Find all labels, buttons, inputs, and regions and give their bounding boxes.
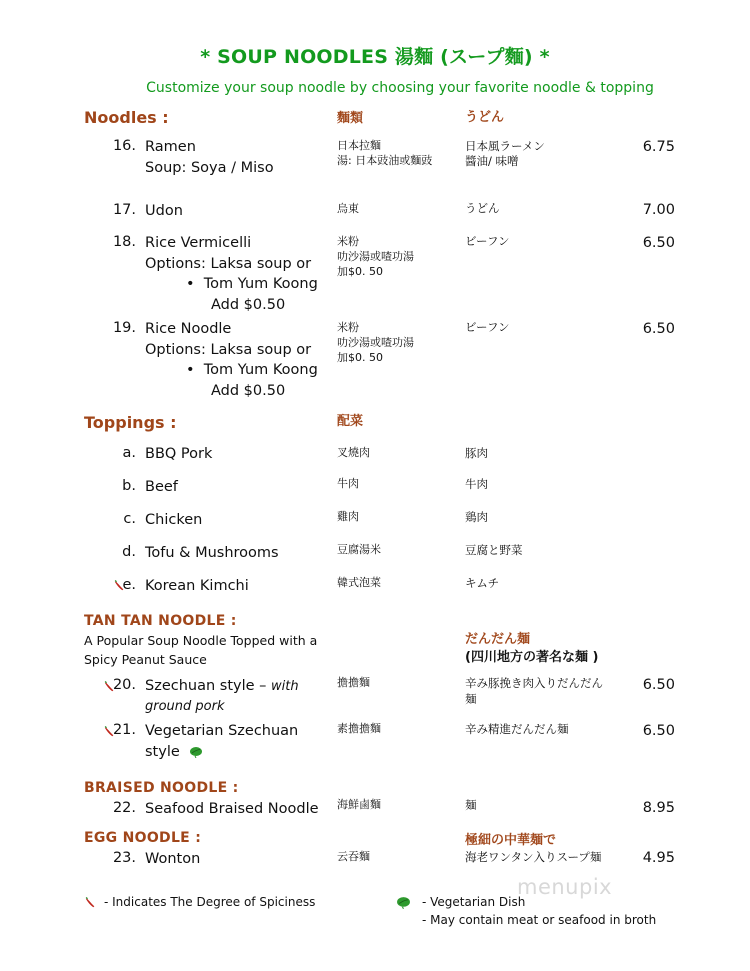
topping-letter: d. bbox=[122, 544, 136, 560]
bullet-option: • Tom Yum Koong bbox=[186, 276, 318, 292]
topping-name: Chicken bbox=[145, 512, 203, 528]
item-cn-detail: 叻沙湯或喳功湯 bbox=[337, 336, 414, 349]
item-price: 6.50 bbox=[642, 677, 675, 693]
item-name bbox=[145, 676, 299, 697]
item-detail: ground pork bbox=[145, 699, 225, 714]
item-number: 21. bbox=[112, 722, 136, 738]
item-name: Vegetarian Szechuan bbox=[145, 723, 299, 739]
egg-noodle-heading: EGG NOODLE : bbox=[84, 830, 202, 846]
topping-letter: a. bbox=[122, 445, 136, 461]
item-number: 16. bbox=[112, 138, 136, 154]
item-detail-text: style bbox=[145, 744, 180, 760]
legend-broth: - May contain meat or seafood in broth bbox=[422, 913, 657, 927]
tantan-heading: TAN TAN NOODLE : bbox=[84, 613, 237, 629]
vegetarian-leaf-icon bbox=[396, 896, 411, 909]
item-name: Seafood Braised Noodle bbox=[145, 801, 319, 817]
topping-cn: 雞肉 bbox=[337, 510, 359, 523]
item-jp-name: 辛み豚挽き肉入りだんだん bbox=[465, 676, 603, 690]
legend-spicy: - Indicates The Degree of Spiciness bbox=[104, 895, 316, 909]
topping-name: Beef bbox=[145, 479, 178, 495]
item-jp-name: 海老ワンタン入りスープ麺 bbox=[465, 850, 602, 864]
item-cn-name: 海鮮鹵麵 bbox=[337, 798, 381, 811]
item-price: 6.50 bbox=[642, 321, 675, 337]
item-name: Ramen bbox=[145, 139, 196, 155]
item-price: 6.75 bbox=[642, 139, 675, 155]
item-detail: Options: Laksa soup or bbox=[145, 342, 312, 358]
item-number: 17. bbox=[112, 202, 136, 218]
tantan-description-cont: Spicy Peanut Sauce bbox=[84, 652, 207, 667]
item-cn-name: 米粉 bbox=[337, 235, 359, 248]
item-price: 4.95 bbox=[642, 850, 675, 866]
topping-letter: c. bbox=[123, 511, 136, 527]
option-label: Tom Yum Koong bbox=[203, 362, 318, 378]
item-number: 23. bbox=[112, 850, 136, 866]
topping-jp: 豆腐と野菜 bbox=[465, 543, 523, 557]
item-price: 6.50 bbox=[642, 235, 675, 251]
item-cn-name: 云吞麵 bbox=[337, 850, 370, 863]
item-name: Udon bbox=[145, 203, 183, 219]
topping-jp: 牛肉 bbox=[465, 477, 488, 491]
topping-name: Tofu & Mushrooms bbox=[145, 545, 279, 561]
item-jp-name: ビーフン bbox=[465, 320, 510, 334]
item-jp-detail: 醬油/ 味噌 bbox=[465, 154, 519, 168]
toppings-cn-heading: 配菜 bbox=[337, 414, 364, 429]
item-name: Wonton bbox=[145, 851, 201, 867]
vegetarian-leaf-icon bbox=[189, 746, 203, 758]
topping-cn: 韓式泡菜 bbox=[337, 576, 381, 589]
page-subtitle: Customize your soup noodle by choosing your favorite noodle & topping bbox=[146, 80, 654, 96]
item-jp-name: 日本風ラーメン bbox=[465, 139, 545, 153]
topping-cn: 牛肉 bbox=[337, 477, 359, 490]
option-surcharge: Add $0.50 bbox=[211, 297, 286, 313]
topping-name: BBQ Pork bbox=[145, 446, 213, 462]
tantan-description: A Popular Soup Noodle Topped with a bbox=[84, 633, 318, 648]
braised-heading: BRAISED NOODLE : bbox=[84, 780, 239, 796]
item-cn-surcharge: 加$0. 50 bbox=[337, 265, 383, 278]
page-title: * SOUP NOODLES 湯麵 (スープ麵) * bbox=[200, 46, 550, 68]
item-name-italic: with bbox=[271, 679, 299, 694]
item-cn-name: 米粉 bbox=[337, 321, 359, 334]
bullet-option: • Tom Yum Koong bbox=[186, 362, 318, 378]
option-label: Tom Yum Koong bbox=[203, 276, 318, 292]
topping-jp: 豚肉 bbox=[465, 446, 488, 460]
item-detail: Soup: Soya / Miso bbox=[145, 160, 274, 176]
item-cn-name: 擔擔麵 bbox=[337, 676, 370, 689]
topping-jp: 鶏肉 bbox=[465, 510, 488, 524]
item-number: 22. bbox=[112, 800, 136, 816]
noodles-cn-heading: 麵類 bbox=[337, 111, 364, 126]
item-cn-name: 素擔擔麵 bbox=[337, 722, 381, 735]
legend-vegetarian: - Vegetarian Dish bbox=[422, 895, 526, 909]
topping-cn: 叉燒肉 bbox=[337, 446, 370, 459]
option-surcharge: Add $0.50 bbox=[211, 383, 286, 399]
item-number: 20. bbox=[112, 677, 136, 693]
topping-letter: e. bbox=[122, 577, 136, 593]
item-jp-name: ビーフン bbox=[465, 234, 510, 248]
egg-noodle-jp-heading: 極細の中華麺で bbox=[465, 833, 557, 848]
item-jp-detail: 麺 bbox=[465, 692, 477, 706]
item-cn-detail: 湯: 日本豉油或麵豉 bbox=[337, 154, 433, 167]
item-price: 7.00 bbox=[642, 202, 675, 218]
item-number: 18. bbox=[112, 234, 136, 250]
topping-letter: b. bbox=[122, 478, 136, 494]
item-detail bbox=[145, 742, 203, 763]
menupix-watermark: menupix bbox=[517, 875, 613, 899]
item-detail: Options: Laksa soup or bbox=[145, 256, 312, 272]
topping-name: Korean Kimchi bbox=[145, 578, 249, 594]
noodles-heading: Noodles : bbox=[84, 108, 169, 127]
item-price: 6.50 bbox=[642, 723, 675, 739]
item-cn-name: 日本拉麵 bbox=[337, 139, 381, 152]
tantan-jp-heading: だんだん麺 bbox=[465, 632, 531, 647]
item-name: Rice Noodle bbox=[145, 321, 232, 337]
item-jp-name: 麺 bbox=[465, 798, 477, 812]
item-jp-name: 辛み精進だんだん麺 bbox=[465, 722, 569, 736]
item-name-text: Szechuan style – bbox=[145, 678, 272, 694]
item-number: 19. bbox=[112, 320, 136, 336]
tantan-jp-subheading: (四川地方の著名な麺 ) bbox=[465, 650, 599, 665]
topping-cn: 豆腐湯米 bbox=[337, 543, 381, 556]
item-cn-name: 烏東 bbox=[337, 202, 359, 215]
item-price: 8.95 bbox=[642, 800, 675, 816]
chili-icon bbox=[85, 897, 96, 908]
item-jp-name: うどん bbox=[465, 201, 500, 215]
item-name: Rice Vermicelli bbox=[145, 235, 252, 251]
toppings-heading: Toppings : bbox=[84, 413, 177, 432]
noodles-jp-heading: うどん bbox=[465, 110, 505, 125]
topping-jp: キムチ bbox=[465, 576, 500, 590]
item-cn-detail: 叻沙湯或喳功湯 bbox=[337, 250, 414, 263]
item-cn-surcharge: 加$0. 50 bbox=[337, 351, 383, 364]
